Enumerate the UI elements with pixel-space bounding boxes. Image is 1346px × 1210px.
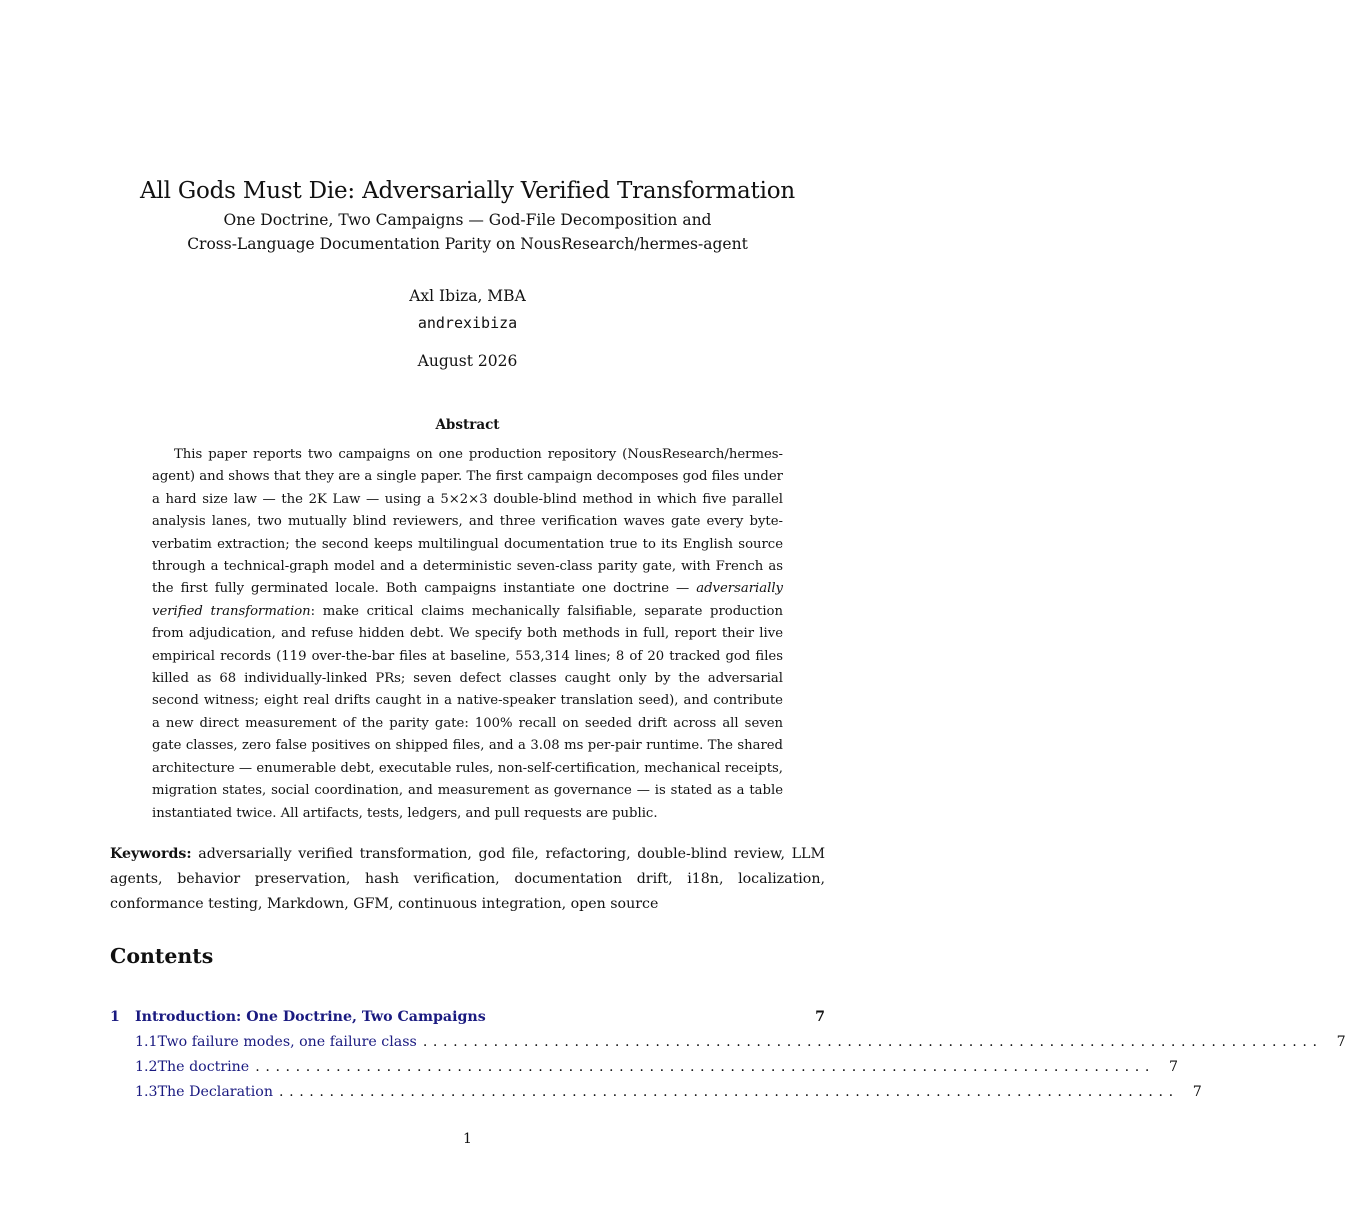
toc-entry[interactable] (135, 1059, 1179, 1081)
abstract-heading: Abstract (435, 417, 500, 433)
contents-heading: Contents (110, 944, 214, 968)
keywords-label: Keywords: (110, 846, 192, 862)
abstract-text-part-2: : make critical claims mechanically falsifiable, separate production from adjudication, and refuse hidden debt. We specify both methods in full, report their live empirical records (119 over-the-bar files at baseline, 553,314 lines; 8 of 20 tracked god files killed as 68 individually-linked PRs; seven defect classes caught only by the adversarial second witness; eight real drifts caught in a native-speaker translation seed), and contribute a new direct measurement of the parity gate: 100% recall on seeded drift across all seven gate classes, zero false positives on shipped files, and a 3.08 ms per-pair runtime. The shared architecture — enumerable debt, executable rules, non-self-certification, mechanical receipts, migration states, social coordination, and measurement as governance — is stated as a table instantiated twice. All artifacts, tests, ledgers, and pull requests are public. (152, 603, 783, 821)
paper-subtitle-line-2: Cross-Language Documentation Parity on NousResearch/hermes-agent (187, 235, 748, 253)
toc-entry-title: Two failure modes, one failure class (157, 1034, 417, 1050)
keywords (110, 842, 825, 916)
abstract-text-part-1: This paper reports two campaigns on one production repository (NousResearch/hermes-agent) and shows that they are a single paper. The first campaign decomposes god files under a hard size law — the 2K Law — using a 5×2×3 double-blind method in which five parallel analysis lanes, two mutually blind reviewers, and three verification waves gate every byte-verbatim extraction; the second keeps multilingual documentation true to its English source through a technical-graph model and a deterministic seven-class parity gate, with French as the first fully germinated locale. Both campaigns instantiate one doctrine — (152, 447, 783, 597)
toc-leader-dots: ......................................................................................... (278, 1084, 1179, 1100)
abstract-text (152, 444, 783, 825)
author-handle: andrexibiza (417, 314, 518, 332)
paper-title: All Gods Must Die: Adversarially Verified Transformation (140, 178, 795, 204)
toc-entry-title: Introduction: One Doctrine, Two Campaigns (135, 1009, 486, 1025)
toc-entry-page: 7 (1336, 1034, 1346, 1050)
toc-entry[interactable] (110, 1009, 825, 1031)
toc-entry-number: 1.3 (135, 1084, 158, 1100)
toc-entry-title: The Declaration (157, 1084, 273, 1100)
toc-entry-page: 7 (1169, 1059, 1179, 1075)
abstract-emphasis: adversarially verified transformation (152, 581, 783, 619)
toc-entry-number: 1 (110, 1009, 120, 1025)
toc-entry[interactable] (135, 1084, 1202, 1106)
publication-date: August 2026 (417, 352, 518, 370)
toc-entry-number: 1.2 (135, 1059, 158, 1075)
toc-entry-page: 7 (1192, 1084, 1202, 1100)
toc-leader-dots: ......................................................................................... (422, 1034, 1323, 1050)
page-number: 1 (463, 1131, 472, 1147)
toc-entry[interactable] (135, 1034, 1346, 1056)
paper-subtitle-line-1: One Doctrine, Two Campaigns — God-File Decomposition and (223, 211, 712, 229)
keywords-text: adversarially verified transformation, god file, refactoring, double-blind review, LLM agents, behavior preservation, hash verification, documentation drift, i18n, localization, conformance testing, Markdown, GFM, continuous integration, open source (110, 846, 826, 912)
toc-entry-page: 7 (815, 1009, 825, 1025)
toc-leader-dots: ......................................................................................... (255, 1059, 1155, 1075)
toc-entry-title: The doctrine (157, 1059, 250, 1075)
toc-entry-number: 1.1 (135, 1034, 158, 1050)
author-name: Axl Ibiza, MBA (409, 287, 526, 305)
